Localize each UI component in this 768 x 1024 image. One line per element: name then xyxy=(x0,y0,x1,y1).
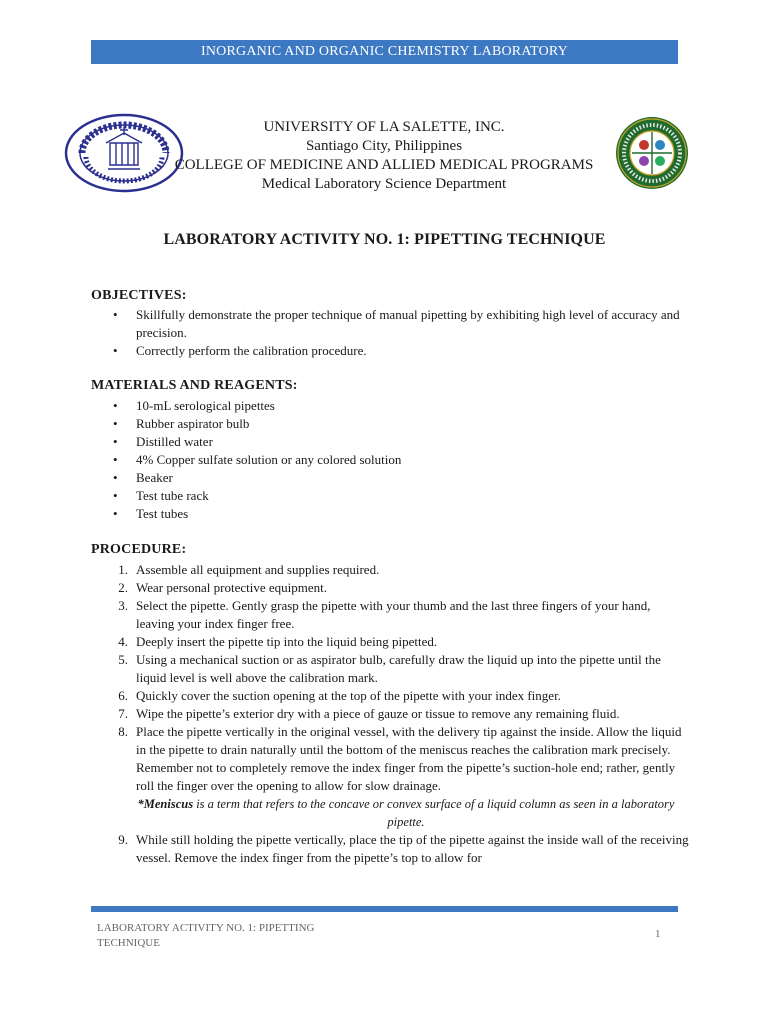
page-number: 1 xyxy=(655,928,661,940)
procedure-step xyxy=(110,687,690,705)
step-text: While still holding the pipette vertically, place the tip of the pipette against the inside wall of the receiving vessel. Remove the index finger from the pipette’s top to allow for xyxy=(136,832,689,865)
step-number: 6. xyxy=(118,688,128,703)
department-name: Medical Laboratory Science Department xyxy=(261,176,507,192)
materials-list xyxy=(110,397,690,523)
university-name: UNIVERSITY OF LA SALETTE, INC. xyxy=(263,119,505,135)
procedure-step xyxy=(110,633,690,651)
material-item: • Rubber aspirator bulb xyxy=(110,415,690,433)
step-text: Assemble all equipment and supplies required. xyxy=(136,562,380,577)
university-location: Santiago City, Philippines xyxy=(305,138,463,154)
procedure-step xyxy=(110,651,690,687)
activity-title: LABORATORY ACTIVITY NO. 1: PIPETTING TECHNIQUE xyxy=(163,231,606,248)
step-number: 2. xyxy=(118,580,128,595)
step-number: 3. xyxy=(118,598,128,613)
procedure-list xyxy=(110,561,690,867)
procedure-step xyxy=(110,597,690,633)
header-banner xyxy=(91,40,678,64)
step-number: 5. xyxy=(118,652,128,667)
objective-item: • Skillfully demonstrate the proper technique of manual pipetting by exhibiting high level of accuracy and precision. xyxy=(110,306,690,342)
material-item: • Test tube rack xyxy=(110,487,690,505)
step-text: Wipe the pipette’s exterior dry with a piece of gauze or tissue to remove any remaining fluid. xyxy=(136,706,620,721)
materials-heading: MATERIALS AND REAGENTS: xyxy=(91,378,298,393)
procedure-step xyxy=(110,831,690,867)
step-text: Wear personal protective equipment. xyxy=(136,580,327,595)
meniscus-note xyxy=(110,795,690,831)
procedure-step xyxy=(110,705,690,723)
material-item: • Test tubes xyxy=(110,505,690,523)
material-item: • Distilled water xyxy=(110,433,690,451)
objective-item: • Correctly perform the calibration procedure. xyxy=(110,342,690,360)
step-text: Quickly cover the suction opening at the top of the pipette with your index finger. xyxy=(136,688,561,703)
department-seal-logo xyxy=(615,116,689,190)
step-number: 1. xyxy=(118,562,128,577)
college-name: COLLEGE OF MEDICINE AND ALLIED MEDICAL PROGRAMS xyxy=(174,157,594,173)
step-text: Using a mechanical suction or as aspirator bulb, carefully draw the liquid up into the pipette until the liquid level is well above the calibration mark. xyxy=(136,652,661,685)
footer-title: LABORATORY ACTIVITY NO. 1: PIPETTING TECHNIQUE xyxy=(97,922,315,949)
material-item: • 4% Copper sulfate solution or any colored solution xyxy=(110,451,690,469)
step-text: Select the pipette. Gently grasp the pipette with your thumb and the last three fingers of your hand, leaving your index finger free. xyxy=(136,598,651,631)
material-item: • 10-mL serological pipettes xyxy=(110,397,690,415)
step-text: Place the pipette vertically in the original vessel, with the delivery tip against the inside. Allow the liquid in the pipette to drain naturally until the bottom of the meniscus reaches the calibration mark precisely. Remember not to completely remove the index finger from the pipette’s suction-hole end; rather, gently roll the finger over the opening to allow for slow drainage. xyxy=(136,724,682,793)
step-number: 7. xyxy=(118,706,128,721)
objectives-list xyxy=(110,306,690,360)
note-term: *Meniscus xyxy=(137,797,194,811)
step-number: 8. xyxy=(118,724,128,739)
procedure-step xyxy=(110,723,690,795)
procedure-step xyxy=(110,579,690,597)
header-banner-text: INORGANIC AND ORGANIC CHEMISTRY LABORATORY xyxy=(201,44,568,59)
step-number: 4. xyxy=(118,634,128,649)
procedure-heading: PROCEDURE: xyxy=(91,542,187,557)
step-text: Deeply insert the pipette tip into the liquid being pipetted. xyxy=(136,634,438,649)
procedure-step xyxy=(110,561,690,579)
institution-block xyxy=(160,118,608,194)
note-text: is a term that refers to the concave or convex surface of a liquid column as seen in a laboratory pipette. xyxy=(193,797,675,829)
step-number: 9. xyxy=(118,832,128,847)
footer-divider xyxy=(91,906,678,912)
material-item: • Beaker xyxy=(110,469,690,487)
objectives-heading: OBJECTIVES: xyxy=(91,288,187,303)
